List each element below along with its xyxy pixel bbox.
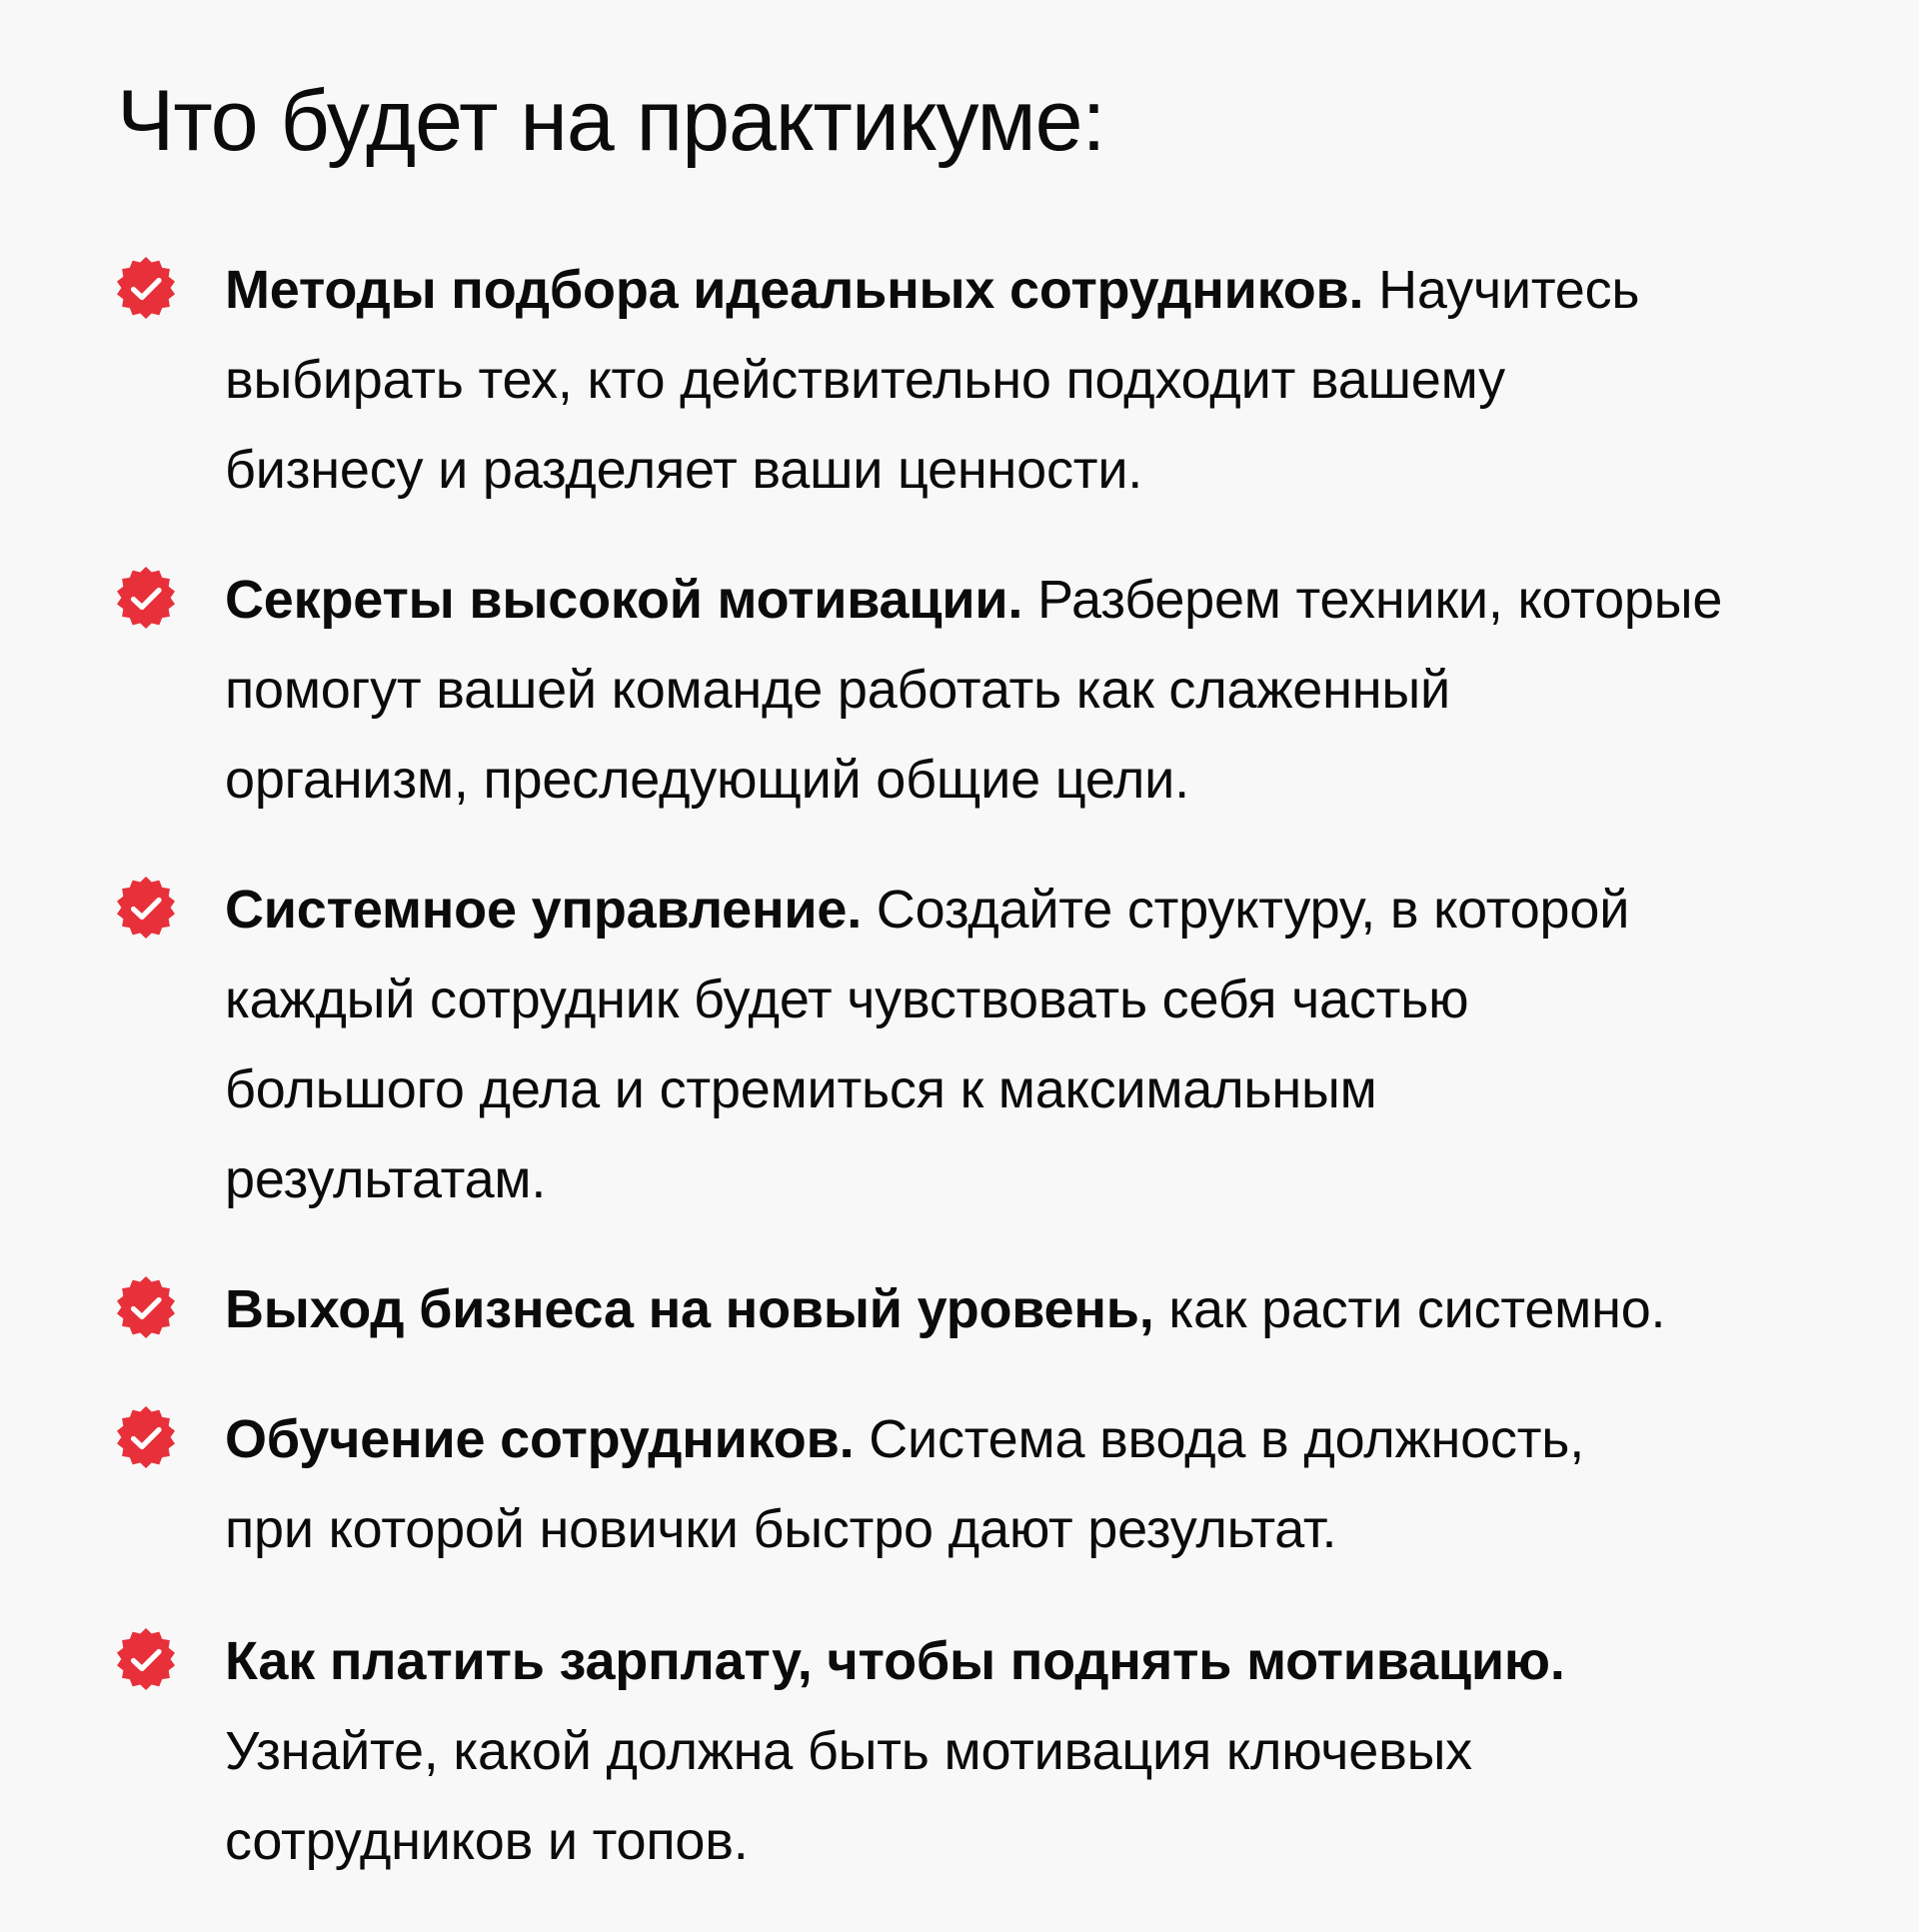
item-first-line [225,865,1844,955]
list-item-text [225,865,1844,1224]
list-item-text [225,1616,1844,1886]
item-first-line [225,245,1844,335]
item-text-line: выбирать тех, кто действительно подходит вашему [225,350,1505,410]
item-text-first-line: Научитесь [1363,260,1640,320]
item-heading: Методы подбора идеальных сотрудников. [225,260,1364,320]
list-item-text [225,245,1844,515]
item-text-first-line: Создайте структуру, в которой [862,880,1630,940]
check-badge-icon [112,1274,180,1342]
item-first-line [225,1616,1844,1706]
item-first-line [225,1264,1844,1354]
item-text-first-line: Разберем техники, которые [1022,570,1723,630]
item-text-line: большого дела и стремиться к максимальным [225,1059,1377,1119]
check-badge-icon [112,565,180,633]
item-first-line [225,555,1844,645]
item-first-line [225,1394,1844,1484]
item-heading: Как платить зарплату, чтобы поднять мотивацию. [225,1631,1565,1691]
check-badge-icon [112,255,180,323]
item-text-line: организм, преследующий общие цели. [225,750,1189,810]
check-badge-icon [112,1404,180,1472]
item-text-line: бизнесу и разделяет ваши ценности. [225,440,1143,500]
item-text-line: помогут вашей команде работать как слаженный [225,660,1450,720]
item-heading: Обучение сотрудников. [225,1409,855,1469]
item-text-line: каждый сотрудник будет чувствовать себя частью [225,969,1469,1029]
item-heading: Выход бизнеса на новый уровень, [225,1279,1154,1339]
item-text-first-line: как расти системно. [1153,1279,1666,1339]
item-text-line: при которой новички быстро дают результат. [225,1499,1337,1559]
item-text-line: Узнайте, какой должна быть мотивация ключевых [225,1721,1472,1781]
item-text-line: результатам. [225,1149,547,1209]
list-item-text [225,1394,1844,1574]
item-heading: Системное управление. [225,880,862,940]
check-badge-icon [112,1626,180,1694]
list-item-text [225,1264,1844,1354]
item-text-first-line: Система ввода в должность, [854,1409,1585,1469]
item-text-line: сотрудников и топов. [225,1811,749,1871]
page-title: Что будет на практикуме: [117,73,1105,169]
item-heading: Секреты высокой мотивации. [225,570,1023,630]
list-item-text [225,555,1844,825]
check-badge-icon [112,875,180,943]
